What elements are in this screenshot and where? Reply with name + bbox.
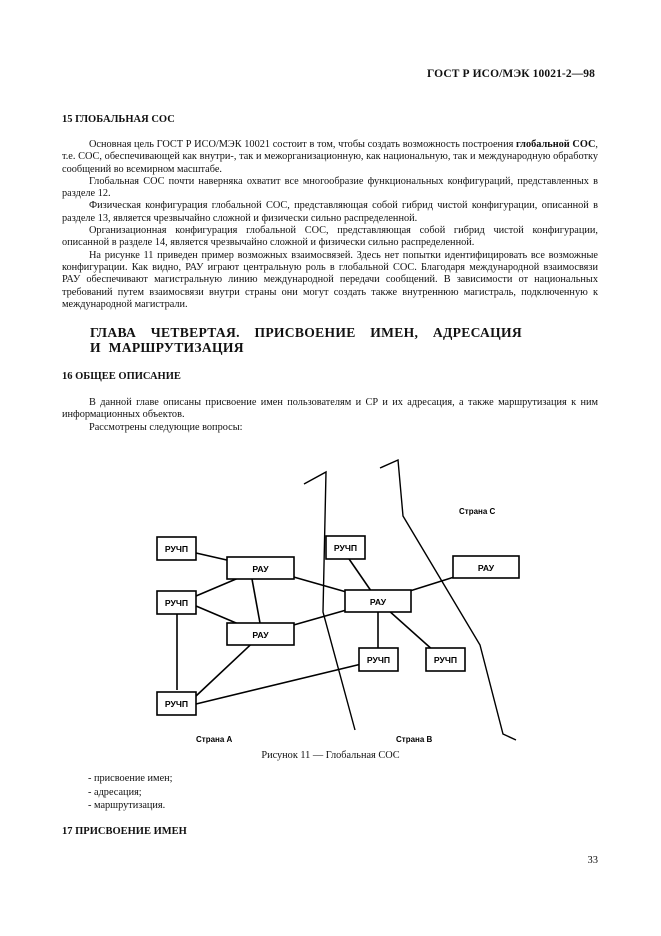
rau-label-1: РАУ xyxy=(252,564,269,574)
chapter-title-line-2: И МАРШРУТИЗАЦИЯ xyxy=(90,340,244,355)
country-a-label: Страна А xyxy=(196,735,233,744)
node-boxes xyxy=(157,536,519,715)
ruchp-label-6: РУЧП xyxy=(433,655,458,665)
list-item: - адресация; xyxy=(88,786,142,798)
paragraph-1-bold-term: глобальной СОС xyxy=(516,139,596,150)
ruchp-label-2: РУЧП xyxy=(164,598,189,608)
paragraph-4: Организационная конфигурация глобальной СОС, представляющая собой гибрид чистой конфигурации, описанной в разделе 14, является чрезвычайно сложной и физически сильно распределенной. xyxy=(62,225,598,249)
country-c-label: Страна С xyxy=(459,507,496,516)
paragraph-3: Физическая конфигурация глобальной СОС, представляющая собой гибрид чистой конфигурации, описанной в разделе 13, является чрезвычайно сложной и физически сильно распределенной. xyxy=(62,200,598,224)
paragraph-1-text-b: , т.е. СОС, обеспечивающей как внутри-, так и межорганизационную, как национальную, так и международную обработку сообщений во всемирном масштабе. xyxy=(62,139,598,175)
section-16-paragraph-1: В данной главе описаны присвоение имен пользователям и СР и их адресация, а также маршрутизация к ним информационных объектов. xyxy=(62,397,598,421)
section-17-heading: 17 ПРИСВОЕНИЕ ИМЕН xyxy=(62,826,187,837)
paragraph-2: Глобальная СОС почти наверняка охватит все многообразие функциональных конфигураций, представленных в разделе 12. xyxy=(62,175,598,200)
list-item: - присвоение имен; xyxy=(88,773,173,784)
document-header: ГОСТ Р ИСО/МЭК 10021-2—98 xyxy=(427,68,595,80)
ruchp-label-3: РУЧП xyxy=(164,699,189,709)
connection-lines xyxy=(177,553,486,704)
chapter-title-line-1: ГЛАВА ЧЕТВЕРТАЯ. ПРИСВОЕНИЕ ИМЕН, АДРЕСАЦИЯ xyxy=(90,325,522,340)
ruchp-label-5: РУЧП xyxy=(366,655,391,665)
section-16-paragraph-2: Рассмотрены следующие вопросы: xyxy=(89,421,243,433)
topics-list xyxy=(88,772,173,813)
section-16-heading: 16 ОБЩЕЕ ОПИСАНИЕ xyxy=(62,371,181,382)
ruchp-label-4: РУЧП xyxy=(333,543,358,553)
paragraph-5: На рисунке 11 приведен пример возможных взаимосвязей. Здесь нет попытки идентифицировать все возможные конфигурации. Как видно, РАУ играют центральную роль в глобальной СОС. Благодаря международной взаимосвязи РАУ обеспечивают магистральную линию международной передачи сообщений. В зависимости от национальных требований путем взаимосвязи внутри страны они могут создать также внутреннюю магистраль, подключенную к международной магистрали. xyxy=(62,249,598,310)
link-ruchp3-ruchp5 xyxy=(196,660,378,704)
figure-caption: Рисунок 11 — Глобальная СОС xyxy=(261,750,400,761)
paragraph-1-text-a: Основная цель ГОСТ Р ИСО/МЭК 10021 состоит в том, чтобы создать возможность построения xyxy=(89,139,517,150)
section-15-heading: 15 ГЛОБАЛЬНАЯ СОС xyxy=(62,114,175,125)
list-item: - маршрутизация. xyxy=(88,800,166,811)
page-number: 33 xyxy=(587,855,598,866)
node-labels xyxy=(165,543,495,709)
country-b-label: Страна В xyxy=(396,735,433,744)
rau-label-2: РАУ xyxy=(252,630,269,640)
ruchp-label-1: РУЧП xyxy=(164,544,189,554)
rau-label-c: РАУ xyxy=(477,563,495,573)
rau-label-center: РАУ xyxy=(369,597,387,607)
